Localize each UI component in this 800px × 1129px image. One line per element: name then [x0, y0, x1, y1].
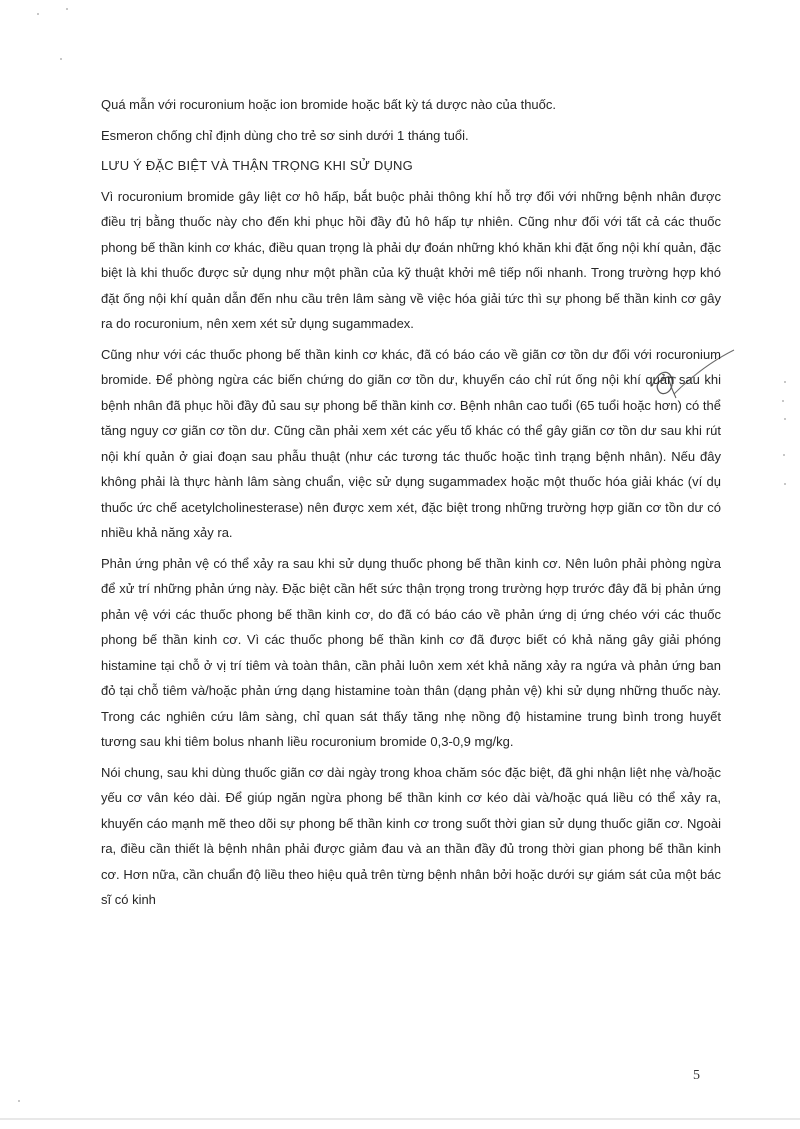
scan-speck	[60, 58, 62, 60]
contraindication-line: Esmeron chống chỉ định dùng cho trẻ sơ sinh dưới 1 tháng tuổi.	[101, 127, 469, 143]
paragraph: Nói chung, sau khi dùng thuốc giãn cơ dài ngày trong khoa chăm sóc đặc biệt, đã ghi nhận liệt nhẹ và/hoặc yếu cơ vân kéo dài. Để giúp ngăn ngừa phong bế thần kinh cơ kéo dài và/hoặc quá liều có thể xảy ra, khuyến cáo mạnh mẽ theo dõi sự phong bế thần kinh cơ trong suốt thời gian sử dụng thuốc giãn cơ. Ngoài ra, điều cần thiết là bệnh nhân phải được giảm đau và an thần đầy đủ trong thời gian phong bế thần kinh cơ. Hơn nữa, cần chuẩn độ liều theo hiệu quả trên từng bệnh nhân bởi hoặc dưới sự giám sát của một bác sĩ có kinh	[101, 764, 721, 907]
section-heading: LƯU Ý ĐẶC BIỆT VÀ THẬN TRỌNG KHI SỬ DỤNG	[101, 158, 413, 173]
contraindication-line: Quá mẫn với rocuronium hoặc ion bromide hoặc bất kỳ tá dược nào của thuốc.	[101, 97, 556, 112]
scan-speck	[66, 8, 68, 10]
scan-speck	[782, 400, 784, 402]
paragraph: Phản ứng phản vệ có thể xảy ra sau khi sử dụng thuốc phong bế thần kinh cơ. Nên luôn phải phòng ngừa để xử trí những phản ứng này. Đặc biệt cần hết sức thận trọng trong trường hợp trước đây đã bị phản ứng phản vệ với các thuốc phong bế thần kinh cơ, do đã có báo cáo về phản ứng dị ứng chéo với các thuốc phong bế thần kinh cơ. Vì các thuốc phong bế thần kinh cơ đã được biết có khả năng gây giải phóng histamine tại chỗ ở vị trí tiêm và toàn thân, cần phải luôn xem xét khả năng xảy ra ngứa và phản ứng ban đỏ tại chỗ tiêm và/hoặc phản ứng dạng histamine toàn thân (dạng phản vệ) khi sử dụng những thuốc này. Trong các nghiên cứu lâm sàng, chỉ quan sát thấy tăng nhẹ nồng độ histamine trung bình trong huyết tương sau khi tiêm bolus nhanh liều rocuronium bromide 0,3-0,9 mg/kg.	[101, 555, 721, 749]
scan-edge	[0, 1118, 800, 1120]
paragraph: Cũng như với các thuốc phong bế thần kinh cơ khác, đã có báo cáo về giãn cơ tồn dư đối với rocuronium bromide. Để phòng ngừa các biến chứng do giãn cơ tồn dư, khuyến cáo chỉ rút ống nội khí quản sau khi bệnh nhân đã phục hồi đầy đủ sau sự phong bế thần kinh cơ. Bệnh nhân cao tuổi (65 tuổi hoặc hơn) có thể tăng nguy cơ giãn cơ tồn dư. Cũng cần phải xem xét các yếu tố khác có thể gây giãn cơ tồn dư sau khi rút nội khí quản ở giai đoạn sau phẫu thuật (như các tương tác thuốc hoặc tình trạng bệnh nhân). Nếu đây không phải là thực hành lâm sàng chuẩn, việc sử dụng sugammadex hoặc một thuốc hóa giải khác (ví dụ thuốc ức chế acetylcholinesterase) nên được xem xét, đặc biệt trong những trường hợp giãn cơ tồn dư có nhiều khả năng xảy ra.	[101, 346, 721, 540]
scan-speck	[784, 483, 786, 485]
scan-speck	[784, 381, 786, 383]
scan-speck	[18, 1100, 20, 1102]
page-number: 5	[693, 1068, 700, 1083]
scan-speck	[37, 13, 39, 15]
document-body	[101, 92, 721, 918]
scan-speck	[784, 418, 786, 420]
scan-speck	[783, 454, 785, 456]
paragraph: Vì rocuronium bromide gây liệt cơ hô hấp, bắt buộc phải thông khí hỗ trợ đối với những bệnh nhân được điều trị bằng thuốc này cho đến khi phục hồi đầy đủ hô hấp tự nhiên. Cũng như đối với tất cả các thuốc phong bế thần kinh cơ khác, điều quan trọng là phải dự đoán những khó khăn khi đặt ống nội khí quản, đặc biệt là khi thuốc được sử dụng như một phần của kỹ thuật khởi mê tiếp nối nhanh. Trong trường hợp khó đặt ống nội khí quản dẫn đến nhu cầu trên lâm sàng về việc hóa giải tức thì sự phong bế thần kinh cơ gây ra do rocuronium, nên xem xét sử dụng sugammadex.	[101, 188, 721, 331]
